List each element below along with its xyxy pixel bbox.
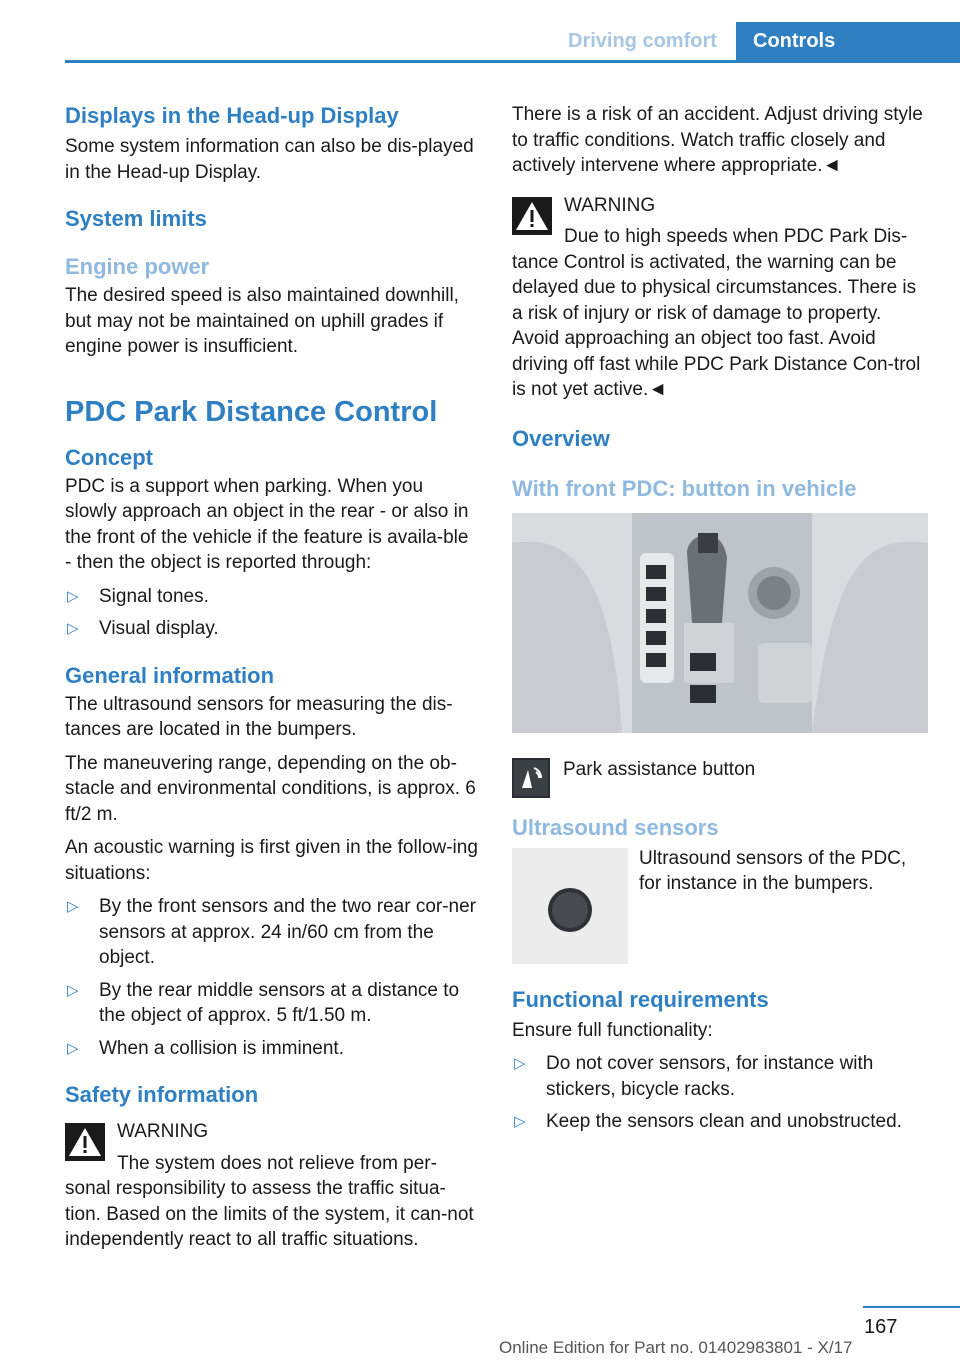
warning-situations-list [65,894,479,1061]
engine-power-title: Engine power [65,254,210,279]
hud-text: Some system information can also be dis-played in the Head-up Display. [65,136,474,183]
triangle-bullet-icon: ▷ [514,1113,526,1130]
engine-power-text: The desired speed is also maintained downhill, but may not be maintained on uphill grades if engine power is insufficient. [65,285,459,357]
triangle-bullet-icon: ▷ [67,981,79,999]
right-column [512,102,926,1145]
list-item: ▷ Visual display. [65,616,479,642]
park-assistance-button-icon [512,758,550,798]
ultrasound-title: Ultrasound sensors [512,814,719,840]
hud-title: Displays in the Head-up Display [65,103,399,128]
triangle-bullet-icon: ▷ [67,898,79,915]
concept-list [65,584,479,642]
functional-requirements-text: Ensure full functionality: [512,1019,713,1041]
list-item: ▷ Keep the sensors clean and unobstructed. [512,1109,926,1135]
park-assistance-label: Park assistance button [563,758,756,780]
front-pdc-title: With front PDC: button in vehicle [512,475,857,501]
concept-title: Concept [65,444,153,470]
list-item: ▷ Signal tones. [65,584,479,610]
list-item: ▷ When a collision is imminent. [65,1036,479,1062]
list-item: ▷ Do not cover sensors, for instance with stickers, bicycle racks. [514,1053,874,1100]
page-number: 167 [864,1316,898,1338]
general-info-text-1: The ultrasound sensors for measuring the dis-tances are located in the bumpers. [65,693,453,740]
ultrasound-text: Ultrasound sensors of the PDC, for instance in the bumpers. [639,847,907,894]
overview-title: Overview [512,425,610,451]
header-section-label: Driving comfort [568,30,717,52]
center-console-photo [512,513,928,733]
edition-footer: Online Edition for Part no. 01402983801 - X/17 [499,1338,853,1357]
warning-triangle-icon [65,1123,105,1161]
concept-text: PDC is a support when parking. When you slowly approach an object in the rear - or also in the front of the vehicle if the feature is availa-ble - then the object is reported through: [65,475,469,573]
warning-triangle-icon [512,197,552,235]
list-item: ▷ By the rear middle sensors at a distance to the object of approx. 5 ft/1.50 m. [67,979,460,1026]
warning-block [65,1119,479,1253]
header-chapter-tab: Controls [736,22,960,63]
pdc-title: PDC Park Distance Control [65,395,438,428]
footer-rule [863,1306,960,1308]
continued-text: There is a risk of an accident. Adjust driving style to traffic conditions. Watch traffic closely and actively intervene where appropriate.◄ [512,104,923,176]
triangle-bullet-icon: ▷ [514,1055,526,1072]
ultrasound-sensor-photo [512,848,628,964]
general-info-text-2: The maneuvering range, depending on the ob-stacle and environmental conditions, is approx. 6 ft/2 m. [65,752,476,825]
safety-info-title: Safety information [65,1082,259,1107]
list-item: ▷ By the front sensors and the two rear cor-ner sensors at approx. 24 in/60 cm from the object. [67,896,477,968]
header-rule [65,60,960,63]
warning-text: The system does not relieve from per-sonal responsibility to assess the traffic situa-tion. Based on the limits of the system, it can-not independently react to all traffic situations. [65,1152,474,1250]
triangle-bullet-icon: ▷ [67,620,79,637]
ultrasound-row [512,848,926,966]
triangle-bullet-icon: ▷ [67,1039,79,1057]
warning-text: Due to high speeds when PDC Park Dis-tance Control is activated, the warning can be delayed due to physical circumstances. There is a risk of injury or risk of damage to property. Avoid approaching an object too fast. Avoid driving off fast while PDC Park Distance Con-trol is not yet active.◄ [512,226,921,400]
general-info-title: General information [65,662,275,688]
warning-block [512,193,926,403]
left-column [65,102,479,1261]
park-assist-row [512,756,926,800]
system-limits-title: System limits [65,206,207,231]
functional-requirements-list [512,1051,926,1135]
warning-label: WARNING [564,194,656,216]
general-info-text-3: An acoustic warning is first given in the follow-ing situations: [65,837,478,884]
triangle-bullet-icon: ▷ [67,587,79,605]
warning-label: WARNING [117,1121,209,1142]
functional-requirements-title: Functional requirements [512,986,769,1012]
